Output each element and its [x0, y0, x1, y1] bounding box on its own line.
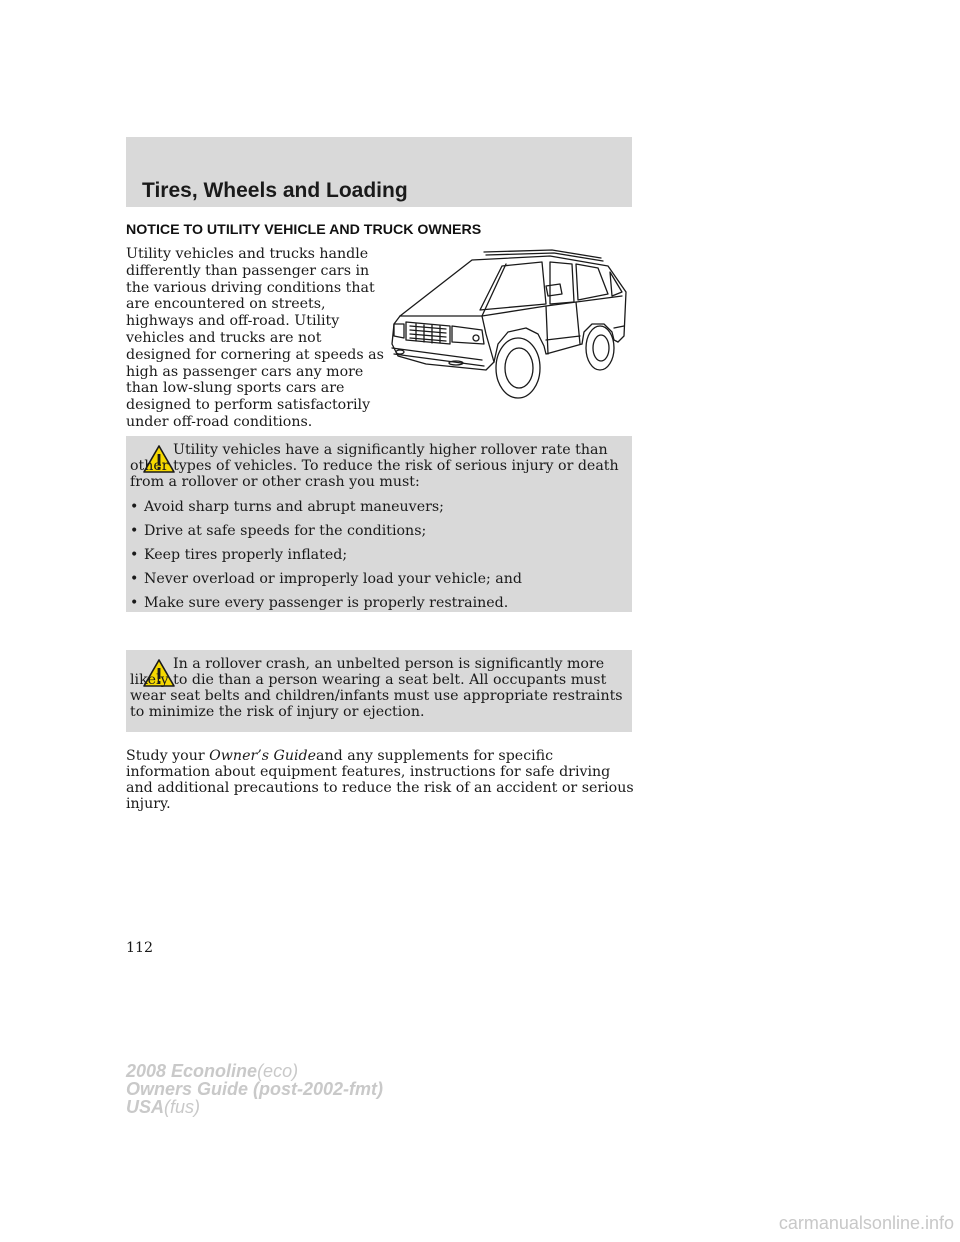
warning-text: Utility vehicles have a significantly higher rollover rate than other types of vehicles. To reduce the risk of serious injury or death from a rollover or other crash you must:: [130, 442, 619, 490]
list-item: • Keep tires properly inflated;: [130, 547, 626, 571]
page-number: 112: [126, 940, 154, 956]
section-heading: NOTICE TO UTILITY VEHICLE AND TRUCK OWNERS: [126, 222, 482, 238]
list-item: • Avoid sharp turns and abrupt maneuvers;: [130, 499, 626, 523]
study-suffix: and any supplements for specific information about equipment features, instructions for safe driving and additional precautions to reduce the risk of an accident or serious injury.: [126, 748, 634, 812]
utility-vehicle-illustration: [386, 244, 632, 402]
owners-guide-title: Owner’s Guide: [209, 748, 317, 764]
chapter-title: Tires, Wheels and Loading: [142, 179, 408, 202]
document-footer: [126, 1062, 383, 1116]
study-prefix: Study your: [126, 748, 210, 764]
study-paragraph: [126, 748, 636, 812]
list-item: • Drive at safe speeds for the conditions;: [130, 523, 626, 547]
list-item: • Never overload or improperly load your vehicle; and: [130, 571, 626, 595]
footer-model-code: (eco): [257, 1061, 299, 1081]
footer-market: USA: [126, 1097, 165, 1117]
safety-bullet-list: [130, 499, 626, 619]
footer-market-code: (fus): [164, 1097, 201, 1117]
intro-paragraph: Utility vehicles and trucks handle differently than passenger cars in the various driving conditions that are encountered on streets, highways and off-road. Utility vehicles and trucks are not designed for cornering at speeds as high as passenger cars any more than low-slung sports cars are designed to perform satisfactorily under off-road conditions.: [126, 246, 384, 430]
seat-belt-warning-box: [126, 650, 632, 732]
watermark: carmanualsonline.info: [778, 1213, 954, 1233]
footer-guide: Owners Guide (post-2002-fmt): [126, 1079, 384, 1099]
warning-text: In a rollover crash, an unbelted person is significantly more likely to die than a person wearing a seat belt. All occupants must wear seat belts and children/infants must use appropriate restraints to minimize the risk of injury or ejection.: [130, 656, 623, 720]
footer-model: 2008 Econoline: [126, 1061, 258, 1081]
rollover-warning-box: [126, 436, 632, 612]
list-item: • Make sure every passenger is properly restrained.: [130, 595, 626, 619]
chapter-header-band: [126, 137, 632, 207]
